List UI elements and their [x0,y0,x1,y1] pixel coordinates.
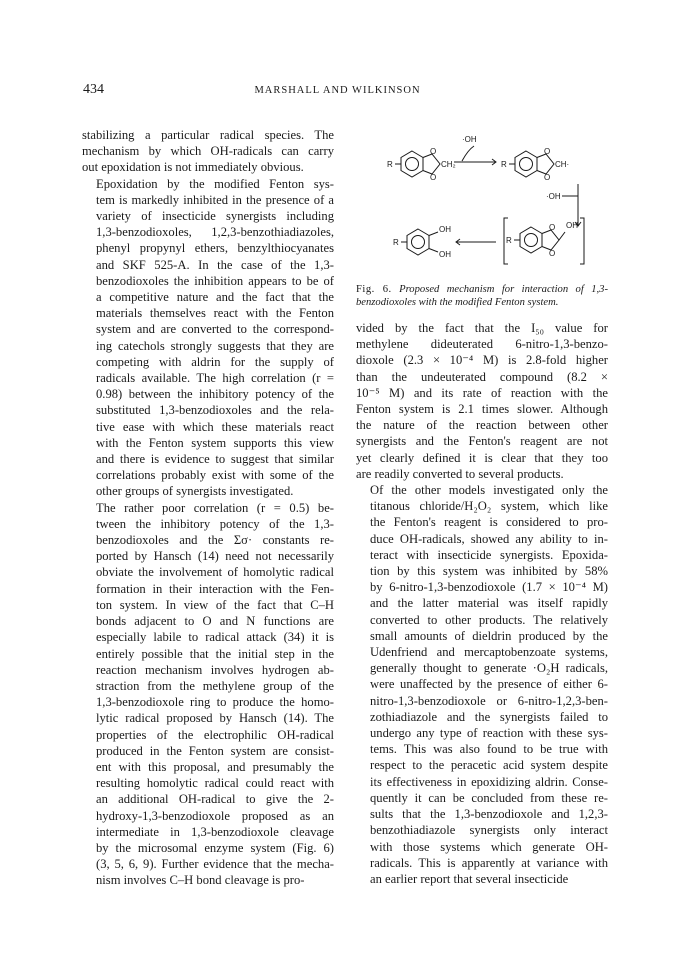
text-line: and SKF 525-A. In the case of the 1,3- [96,257,334,272]
oh-radical-label-side: ·OH [546,192,561,201]
text-line: by 6-nitro-1,3-benzodioxole (1.7 × 10⁻⁴ M) [370,580,608,595]
ring-oxygen-label: O [544,173,551,182]
text-line: out epoxidation is not immediately obvious. [82,160,304,175]
text-line: 1,3-benzodioxole ring to produce the homo- [96,695,334,710]
ring-oxygen-label: O [544,147,551,156]
caption-text: Proposed mechanism for interaction of 1,3-benzodioxoles with the modified Fenton system. [356,284,609,308]
text-line: entirely possible that the initial step in the [96,646,334,661]
text-line: quently it can be concluded from these re- [370,790,608,805]
text-line: benzothiadiazole synergists only interact [370,823,608,838]
text-line: mechanism by which OH-radicals can carry [82,144,334,159]
paragraph [82,500,334,889]
paragraph [82,176,334,500]
caption-label: Fig. 6. [356,284,392,295]
text-line: variety of insecticide synergists including [96,209,334,224]
text-line: phenyl propynyl ethers, benzylthiocyanates [96,241,334,256]
oh-label: OH [439,225,451,234]
text-line: were unaffected by the presence of either 6- [370,677,608,692]
ring-oxygen-label: O [430,147,437,156]
text-line: produced in the Fenton system are consist- [96,743,334,758]
text-line: bonds adjacent to O and N functions are [96,614,334,629]
text-line: synergists and the Fenton's reagent are not [356,434,608,449]
text-line: an additional OH-radical to give the 2- [96,792,334,807]
text-line: 0.98) between the inhibitory potency of the [96,387,334,402]
text-line: tems. This was also found to be true with [370,742,608,757]
text-line: straction from the methylene group of the [96,678,334,693]
text-line: small amounts of dieldrin produced by the [370,628,608,643]
text-line: tem is markedly inhibited in the presence of a [96,192,334,207]
text-line: The rather poor correlation (r = 0.5) be- [96,500,334,515]
text-line: resulting homolytic radical could react with [96,776,334,791]
text-line: system and are converted to the correspond- [96,322,334,337]
text-line: teract with insecticide synergists. Epoxida- [370,547,608,562]
left-column [82,127,334,889]
text-line: obviate the involvement of homolytic radical [96,565,334,580]
paragraph [356,482,608,887]
text-line: methylene dideuterated 6-nitro-1,3-benzo- [356,337,608,352]
text-line: sults that the 1,3-benzodioxole and 1,2,3- [370,807,608,822]
ring-oxygen-label: O [549,249,556,258]
text-line: benzodioxoles and the Σσ· constants re- [96,533,334,548]
text-line: than the undeuterated compound (8.2 × [356,369,608,384]
text-line: other groups of synergists investigated. [96,484,294,499]
r-group-label: R [387,160,393,169]
mechanism-diagram [356,124,608,284]
text-line: ent with this proposal, and presumably the [96,759,334,774]
text-line: intermediate in 1,3-benzodioxole cleavage [96,824,334,839]
text-line: Epoxidation by the modified Fenton sys- [96,176,334,191]
text-line: formation in their interaction with the Fen- [96,581,334,596]
text-line: dioxole (2.3 × 10⁻⁴ M) is 2.8-fold higher [356,353,608,368]
text-line: tive ease with which these materials react [96,419,334,434]
text-line: lytic radical proposed by Hansch (14). The [96,711,334,726]
page-number: 434 [83,82,104,97]
r-group-label: R [506,236,512,245]
oh-radical-label-top: ·OH [462,135,477,144]
hydroxy-benzodioxole-intermediate [514,227,565,253]
r-group-label: R [501,160,507,169]
text-line: tween the inhibitory potency of the 1,3- [96,516,334,531]
catechol-structure [401,229,438,255]
text-line: an earlier report that several insecticide [370,871,569,886]
text-line: vided by the fact that the I₅₀ value for [356,321,608,335]
reaction-arrow-2 [562,184,581,226]
text-line: benzodioxoles the inhibition appears to be of [96,273,334,288]
text-line: zothiadiazole and the synergists failed to [370,709,608,724]
text-line: titanous chloride/H₂O₂ system, which like [370,499,608,514]
text-line: materials themselves react with the Fenton [96,306,334,321]
text-line: competing with aldrin for the supply of [96,354,334,369]
text-line: Of the other models investigated only the [370,483,608,498]
oh-label: OH [439,250,451,259]
text-line: its effectiveness in epoxidizing aldrin. Conse- [370,774,608,789]
ring-oxygen-label: O [549,223,556,232]
bracket-right [580,218,584,264]
ring-oxygen-label: O [430,173,437,182]
text-line: yet clearly defined it is clear that they too [356,450,608,465]
text-line: tion by this system was inhibited by 58% [370,564,608,579]
text-line: and the latter material was itself rapidly [370,596,608,611]
oh-label: OH [566,221,578,230]
paragraph [82,127,334,176]
text-line: by the microsomal enzyme system (Fig. 6) [96,840,334,855]
figure-6 [356,124,608,284]
text-line: respect to the peracetic acid system despite [370,758,608,773]
text-line: correlations probably exist with some of the [96,468,334,483]
text-line: especially labile to radical attack (34) it is [96,630,334,645]
text-line: are readily converted to several products. [356,466,564,481]
text-line: and there is evidence to suggest that similar [96,452,334,467]
text-line: substituted 1,3-benzodioxoles and the rela- [96,403,334,418]
running-head: MARSHALL AND WILKINSON [254,85,421,96]
text-line: a competitive nature and the fact that the [96,290,334,305]
text-line: properties of the electrophilic OH-radical [96,727,334,742]
text-line: converted to other products. The relatively [370,612,608,627]
reaction-arrow-3 [456,239,496,245]
text-line: radicals available. The high correlation (r = [96,371,334,386]
r-group-label: R [393,238,399,247]
text-line: the nature of the reaction between other [356,418,608,433]
text-line: Udenfriend and mercaptobenzoate systems, [370,645,608,660]
text-line: ported by Hansch (14) need not necessarily [96,549,334,564]
text-line: reaction mechanism involves hydrogen ab- [96,662,334,677]
text-line: with the Fenton system supports this view [96,435,334,450]
figure-caption [356,283,608,309]
text-line: undergo any type of reaction with these sys- [370,726,608,741]
text-line: ing catechols strongly suggests that they are [96,338,334,353]
text-line: generally thought to generate ·O₂H radicals, [370,661,608,676]
ch-radical-label: CH· [555,160,570,169]
text-line: hydroxy-1,3-benzodioxole proposed as an [96,808,334,823]
text-line: (3, 5, 6, 9). Further evidence that the mecha- [96,857,334,872]
text-line: with those systems which generate OH- [370,839,608,854]
text-line: duce OH-radicals, showed any ability to in- [370,531,608,546]
reaction-arrow-1 [454,146,496,165]
text-line: nism involves C–H bond cleavage is pro- [96,873,305,888]
text-line: nitro-1,3-benzodioxole or 6-nitro-1,2,3-ben- [370,693,608,708]
text-line: ton system. In view of the fact that C–H [96,597,334,612]
text-line: the Fenton's reagent is considered to pro- [370,515,608,530]
text-line: stabilizing a particular radical species. The [82,128,334,142]
text-line: 1,3-benzodioxoles, 1,2,3-benzothiadiazoles, [96,225,334,240]
text-line: radicals. This is apparently at variance with [370,855,608,870]
ch2-label: CH₂ [441,160,456,169]
paragraph [356,320,608,482]
text-line: Fenton system is 2.1 times slower. Although [356,402,608,417]
text-line: 10⁻⁵ M) and its rate of reaction with the [356,385,608,400]
right-column [356,320,608,887]
